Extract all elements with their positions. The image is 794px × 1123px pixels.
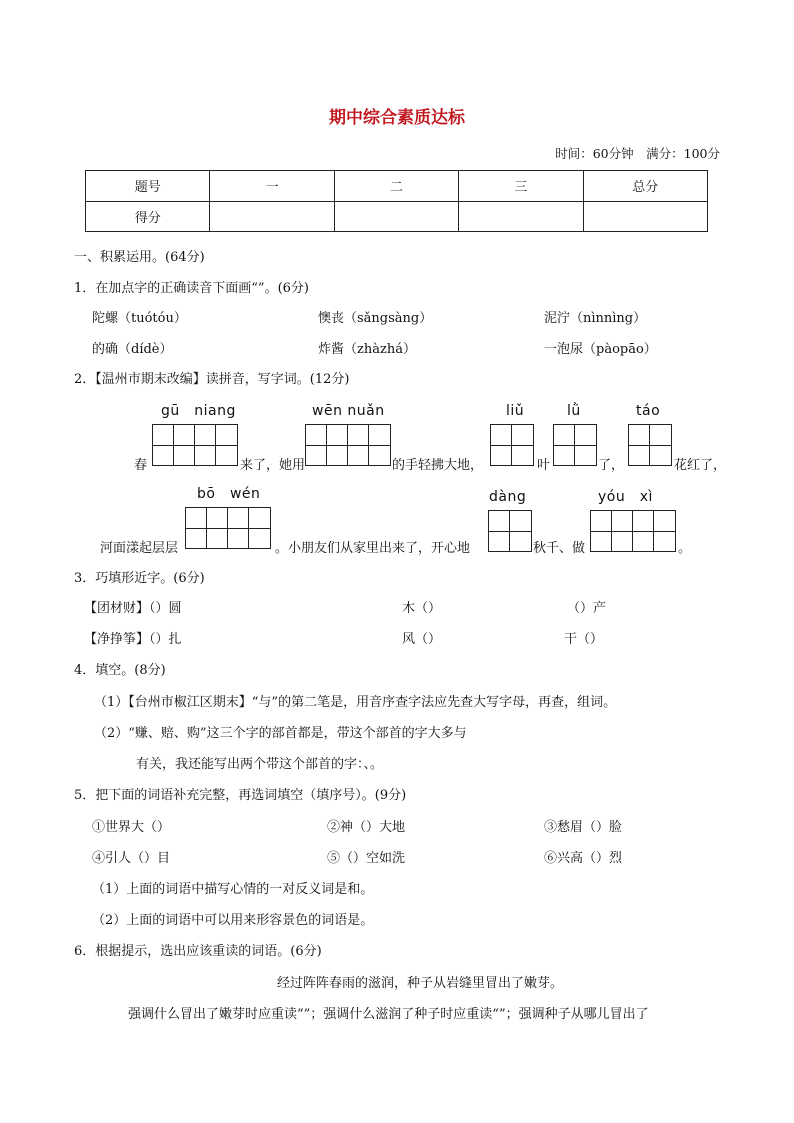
list-item: 的确（dídè） [92,342,173,357]
question-stem: 2．【温州市期末改编】读拼音，写字词。(12分) [74,372,350,387]
list-item: 懊丧（sǎngsàng） [318,311,433,326]
question-stem: 5．把下面的词语补充完整，再选词填空（填序号）。(9分) [74,788,407,803]
score-cell[interactable] [459,201,583,232]
pinyin-label: wēn nuǎn [312,403,385,419]
score-cell[interactable] [334,201,458,232]
header-cell: 题号 [86,171,210,202]
list-item: ④引人（）目 [92,851,171,866]
list-item: 陀螺（tuótóu） [92,311,187,326]
question-stem: 1．在加点字的正确读音下面画“”。(6分) [74,281,309,296]
sub-question: （2）上面的词语中可以用来形容景色的词语是。 [92,913,374,928]
sentence-text: 河面漾起层层 [100,541,179,556]
list-item: ⑥兴高（）烈 [544,851,623,866]
pinyin-label: bō wén [197,486,261,502]
pinyin-label: lǜ [567,403,581,419]
pinyin-label: yóu xì [598,489,653,505]
pinyin-label: táo [636,403,661,419]
list-item: 干（） [564,632,604,647]
question-stem: 6．根据提示，选出应该重读的词语。(6分) [74,944,322,959]
sentence-text: 花红了， [674,458,727,473]
list-item: 【净挣筝】（）扎 [84,632,182,647]
list-item: 木（） [402,601,442,616]
writing-grid[interactable] [152,424,238,466]
header-cell: 二 [334,171,458,202]
header-cell: 三 [459,171,583,202]
sub-question: 强调什么冒出了嫩芽时应重读“”；强调什么滋润了种子时应重读“”；强调种子从哪儿冒出了 [128,1007,649,1022]
sub-question: （1）上面的词语中描写心情的一对反义词是和。 [92,882,374,897]
sub-question: 有关，我还能写出两个带这个部首的字：、。 [136,757,384,772]
writing-grid[interactable] [488,510,532,552]
writing-grid[interactable] [590,510,676,552]
list-item: 风（） [402,632,442,647]
writing-grid[interactable] [490,424,534,466]
list-item: 【团材财】（）圆 [84,601,182,616]
sentence-text: 经过阵阵春雨的滋润，种子从岩缝里冒出了嫩芽。 [277,976,564,991]
sentence-text: 的手轻拂大地， [392,458,484,473]
sub-question: （1）【台州市椒江区期末】“与”的第二笔是，用音序查字法应先查大写字母，再查，组词。 [94,695,617,710]
pinyin-label: liǔ [506,403,525,419]
list-item: 泥泞（nìnnìng） [544,311,647,326]
sub-question: （2）“赚、赔、购”这三个字的部首都是，带这个部首的字大多与 [94,726,467,741]
score-cell[interactable] [583,201,707,232]
writing-grid[interactable] [305,424,391,466]
sentence-text: 了， [598,458,625,473]
writing-grid[interactable] [553,424,597,466]
sentence-text: 。 [678,541,692,556]
writing-grid[interactable] [628,424,672,466]
page-title: 期中综合素质达标 [329,108,465,128]
sentence-text: 秋千、做 [533,541,586,556]
sentence-text: 。小朋友们从家里出来了，开心地 [275,541,471,556]
list-item: ⑤（）空如洗 [327,851,406,866]
list-item: ③愁眉（）脸 [544,820,623,835]
sentence-text: 叶 [537,458,551,473]
header-cell: 一 [210,171,334,202]
table-header-row [86,171,708,202]
list-item: 一泡尿（pàopāo） [544,342,657,357]
sentence-text: 春 [134,458,148,473]
score-cell[interactable] [210,201,334,232]
pinyin-label: dàng [489,489,527,505]
list-item: （）产 [567,601,607,616]
list-item: ②神（）大地 [327,820,406,835]
list-item: ①世界大（） [92,820,171,835]
list-item: 炸酱（zhàzhá） [318,342,416,357]
sentence-text: 来了，她用 [240,458,306,473]
question-stem: 3．巧填形近字。(6分) [74,571,205,586]
header-cell: 总分 [583,171,707,202]
writing-grid[interactable] [185,507,271,549]
section-heading: 一、积累运用。(64分) [74,250,205,265]
time-score-info: 时间：60分钟 满分：100分 [555,146,720,161]
score-table [85,170,708,232]
pinyin-label: gū niang [161,403,236,419]
row-label: 得分 [86,201,210,232]
table-row [86,201,708,232]
question-stem: 4．填空。(8分) [74,663,166,678]
